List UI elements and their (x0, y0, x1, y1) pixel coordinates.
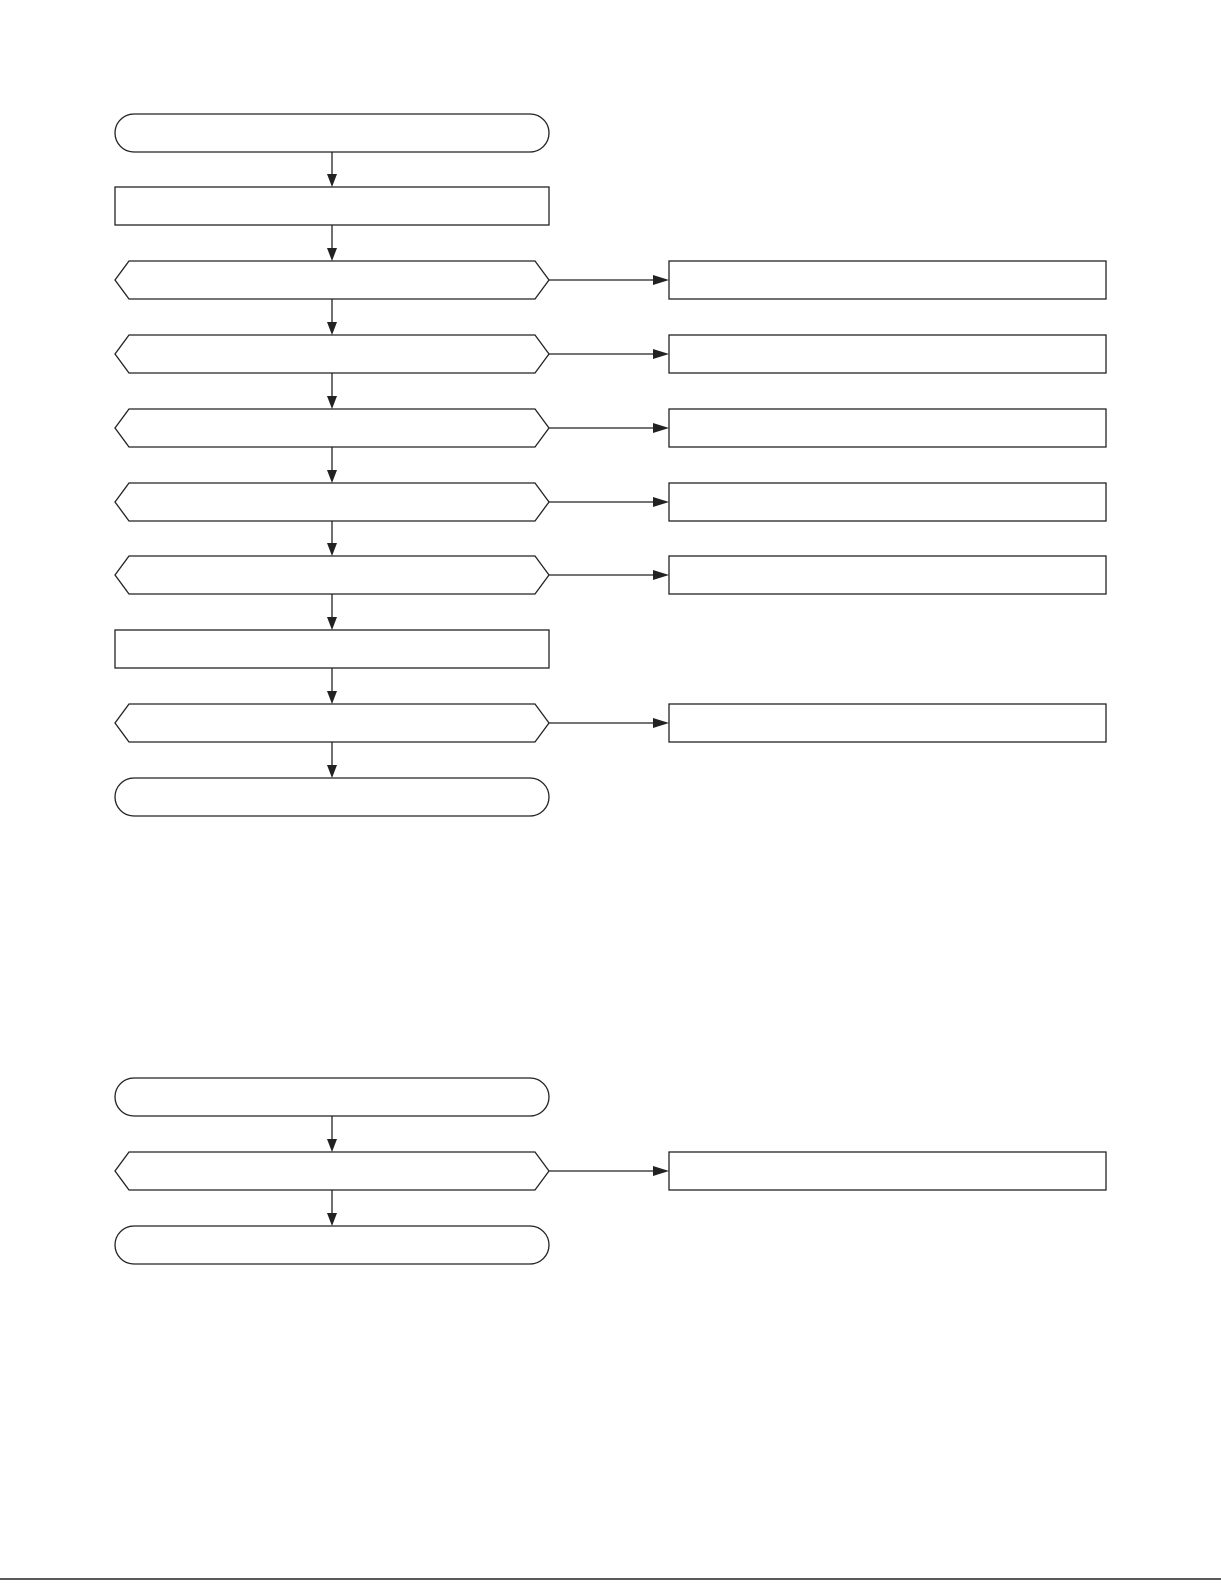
action-box (669, 1152, 1106, 1190)
flow-arrow-head (327, 691, 337, 704)
decision-box (115, 556, 549, 594)
decision-box (115, 483, 549, 521)
action-box (669, 261, 1106, 299)
process-box (115, 187, 549, 225)
flow-arrow-head (327, 174, 337, 187)
terminal-box (115, 778, 549, 816)
action-box (669, 335, 1106, 373)
flow-arrow-head (327, 543, 337, 556)
terminal-box (115, 114, 549, 152)
action-box (669, 704, 1106, 742)
flow-arrow-head (327, 1213, 337, 1226)
decision-box (115, 1152, 549, 1190)
branch-arrow-head (653, 349, 669, 359)
action-box (669, 409, 1106, 447)
flow-arrow-head (327, 765, 337, 778)
decision-box (115, 261, 549, 299)
decision-box (115, 409, 549, 447)
flow-arrow-head (327, 1139, 337, 1152)
flow-arrow-head (327, 470, 337, 483)
action-box (669, 483, 1106, 521)
branch-arrow-head (653, 497, 669, 507)
decision-box (115, 335, 549, 373)
branch-arrow-head (653, 1166, 669, 1176)
branch-arrow-head (653, 570, 669, 580)
branch-arrow-head (653, 718, 669, 728)
flow-arrow-head (327, 322, 337, 335)
terminal-box (115, 1078, 549, 1116)
terminal-box (115, 1226, 549, 1264)
decision-box (115, 704, 549, 742)
branch-arrow-head (653, 423, 669, 433)
flow-arrow-head (327, 617, 337, 630)
process-box (115, 630, 549, 668)
branch-arrow-head (653, 275, 669, 285)
action-box (669, 556, 1106, 594)
flow-arrow-head (327, 248, 337, 261)
flow-arrow-head (327, 396, 337, 409)
